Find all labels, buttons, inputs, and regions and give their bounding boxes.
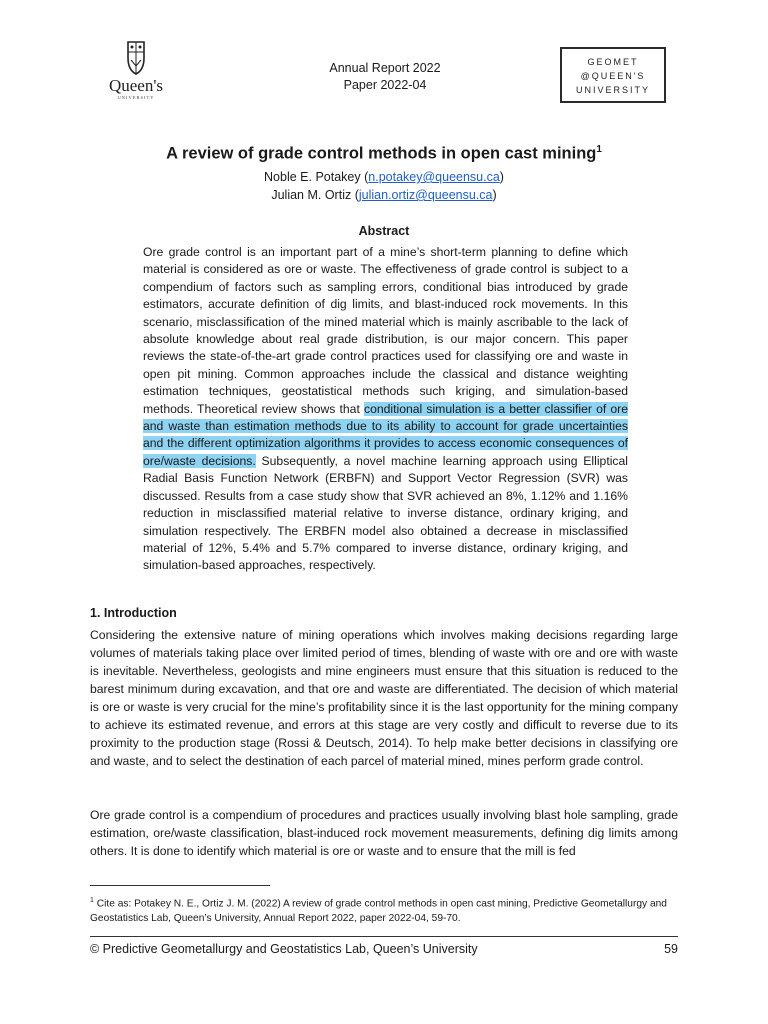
- footer-divider: [90, 936, 678, 937]
- author-name: Noble E. Potakey: [264, 170, 361, 184]
- page-number: 59: [664, 942, 678, 956]
- lab-box-line: UNIVERSITY: [575, 85, 650, 95]
- author-email-link[interactable]: n.potakey@queensu.ca: [368, 170, 500, 184]
- highlighted-text[interactable]: conditional simulation is a better classifier of ore and waste than estimation methods due to its ability to account for grade uncertainties and the different optimization algorithms it provides to access economic consequences of ore/waste decisions.: [143, 401, 628, 468]
- footnote-text: Cite as: Potakey N. E., Ortiz J. M. (2022) A review of grade control methods in open cast mining, Predictive Geometallurgy and Geostatistics Lab, Queen’s University, Annual Report 2022, paper 2022-04, 59-70.: [90, 898, 667, 925]
- footer-copyright: © Predictive Geometallurgy and Geostatistics Lab, Queen’s University: [90, 942, 478, 956]
- queens-logo: [100, 38, 172, 104]
- author-email-link[interactable]: julian.ortiz@queensu.ca: [358, 188, 493, 202]
- author-line: Noble E. Potakey (n.potakey@queensu.ca): [264, 170, 504, 184]
- abstract-text-start: Ore grade control is an important part of a mine’s short-term planning to define which material is considered as ore or waste. The effectiveness of grade control is subject to a compendium of factors such as sampling errors, conditional bias introduced by grade estimators, accurate definition of dig limits, and blast-induced rock movements. In this scenario, misclassification of the mined material which is mainly ascribable to the lack of absolute knowledge about real grade distribution, is our major concern. This paper reviews the state-of-the-art grade control practices used for classifying ore and waste in open pit mining. Common approaches include the classical and distance weighting estimation techniques, geostatistical methods such kriging, and simulation-based methods. Theoretical review shows that: [143, 245, 628, 416]
- title-text: A review of grade control methods in open cast mining: [166, 144, 597, 163]
- section-heading-introduction: 1. Introduction: [90, 606, 177, 620]
- footnote-divider: [90, 885, 270, 886]
- footnote-mark: 1: [90, 897, 94, 904]
- crest-icon: [100, 38, 172, 78]
- paper-title: [90, 144, 678, 164]
- abstract-heading: Abstract: [358, 224, 410, 238]
- paper-number: Paper 2022-04: [343, 78, 427, 92]
- report-year: Annual Report 2022: [329, 61, 441, 75]
- body-paragraph: Considering the extensive nature of mining operations which involves making decisions regarding large volumes of materials taking place over limited period of times, blending of waste with ore and ore with waste is inevitable. Nevertheless, geologists and mine engineers must ensure that this situation is reduced to the barest minimum during excavation, and that ore and waste are differentiated. The decision of which material is ore or waste is very crucial for the mine’s profitability since it is the last opportunity for the mining company to achieve its estimated revenue, and errors at this stage are very costly and difficult to reverse due to its proximity to the production stage (Rossi & Deutsch, 2014). To help make better decisions in classifying ore and waste, and to select the destination of each parcel of material mined, mines perform grade control.: [90, 628, 678, 768]
- logo-subtitle: UNIVERSITY: [117, 95, 155, 100]
- abstract-text: [143, 244, 628, 575]
- lab-box-line: GEOMET: [587, 57, 639, 67]
- lab-box-line: @QUEEN'S: [580, 71, 646, 81]
- page-footer: [90, 942, 678, 956]
- author-name: Julian M. Ortiz: [271, 188, 352, 202]
- title-footnote-mark[interactable]: 1: [596, 144, 602, 155]
- author-line: Julian M. Ortiz (julian.ortiz@queensu.ca): [271, 188, 497, 202]
- logo-wordmark: Queen's: [108, 76, 164, 95]
- body-paragraph: Ore grade control is a compendium of procedures and practices usually involving blast hole sampling, grade estimation, ore/waste classification, blast-induced rock movement measurements, defining dig limits among others. It is done to identify which material is ore or waste and to ensure that the mill is fed: [90, 808, 678, 858]
- abstract-text-end: Subsequently, a novel machine learning approach using Elliptical Radial Basis Function Network (ERBFN) and Support Vector Regression (SVR) was discussed. Results from a case study show that SVR achieved an 8%, 1.12% and 1.16% reduction in misclassified material relative to inverse distance, ordinary kriging, and simulation respectively. The ERBFN model also obtained a decrease in misclassified material of 12%, 5.4% and 5.7% compared to inverse distance, ordinary kriging, and simulation-based approaches, respectively.: [143, 453, 629, 573]
- footnote: [90, 893, 678, 926]
- report-info: [300, 60, 470, 94]
- geomet-lab-box: [560, 47, 666, 103]
